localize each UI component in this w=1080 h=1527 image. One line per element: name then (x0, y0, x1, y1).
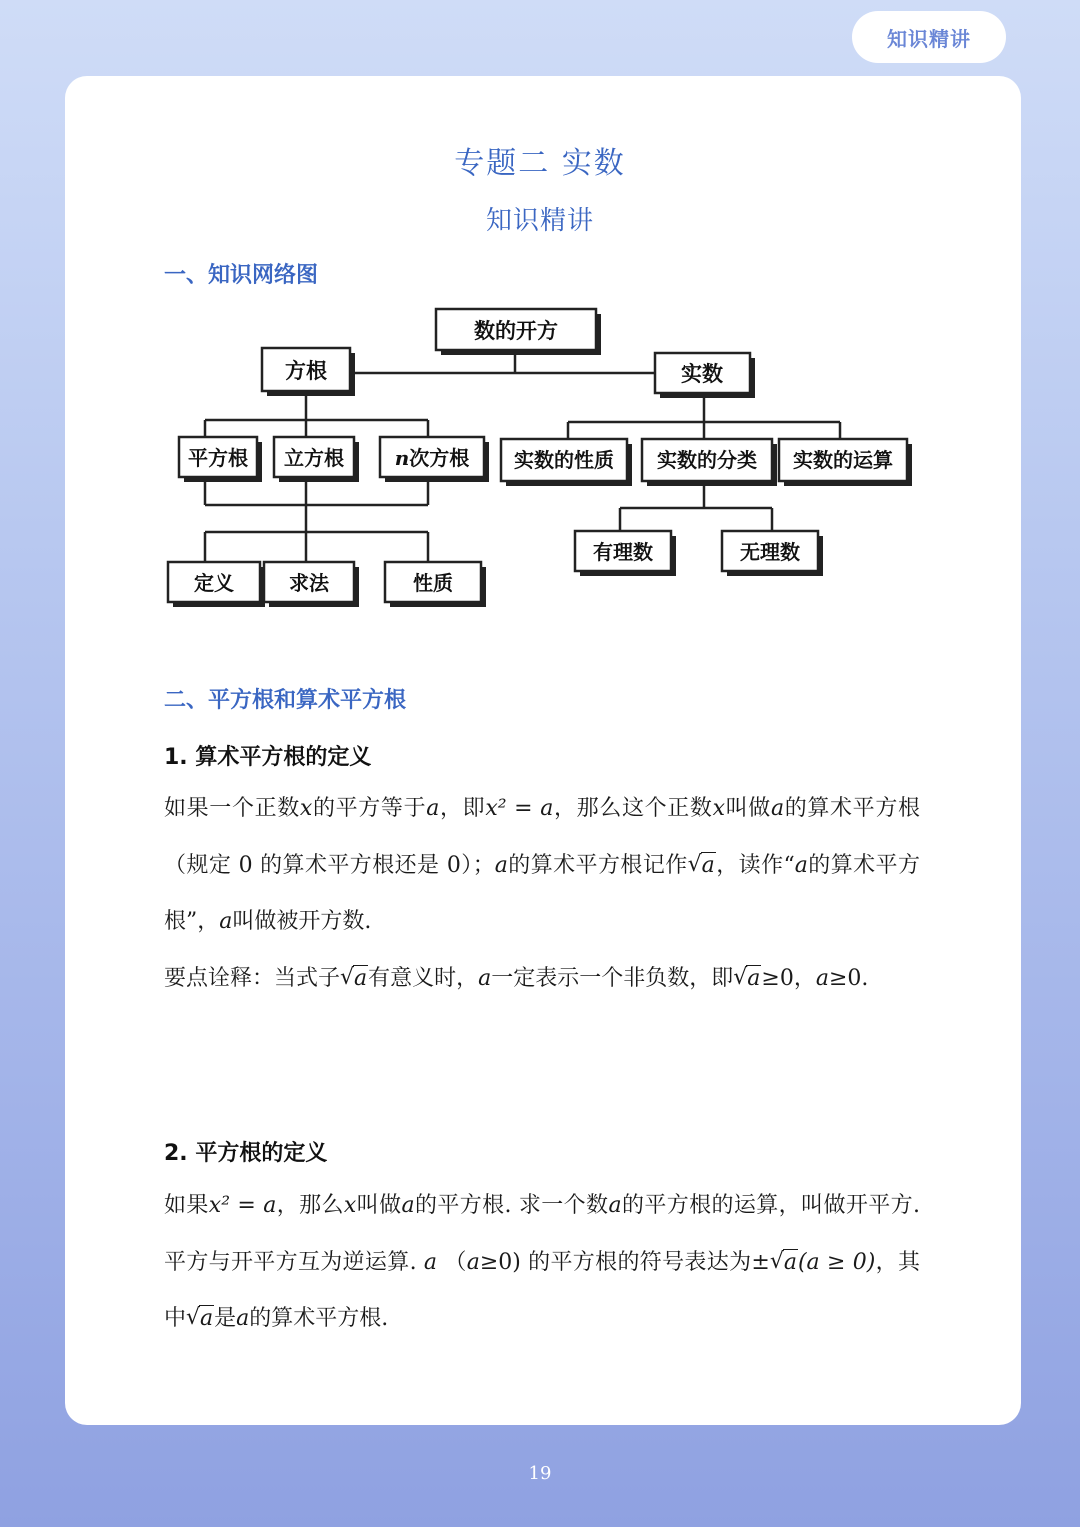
node-lifanggen (274, 437, 356, 479)
section-heading-sqrt: 二、平方根和算术平方根 (164, 688, 407, 713)
subheading-arith-sqrt: 1. 算术平方根的定义 (164, 745, 372, 770)
subheading-sqrt: 2. 平方根的定义 (164, 1141, 328, 1166)
node-fanggen-label: 方根 (285, 358, 327, 383)
paragraph-arith-sqrt-definition: 如果一个正数x的平方等于a，即x² = a，那么这个正数x叫做a的算术平方根（规定 0 的算术平方根还是 0）；a的算术平方根记作√ a，读作“a的算术平方根”，a叫做被开方数. (164, 781, 920, 951)
node-real-operation (779, 439, 909, 483)
node-lifanggen-label: 立方根 (284, 446, 344, 470)
node-root (436, 309, 598, 352)
node-shishu-label: 实数 (681, 361, 723, 386)
paragraph-sqrt-definition: 如果x² = a，那么x叫做a的平方根. 求一个数a的平方根的运算，叫做开平方. 平方与开平方互为逆运算. a （a≥0) 的平方根的符号表达为±√ a(a ≥ 0)，其中√ a是a的算术平方根. (164, 1178, 920, 1348)
node-method (264, 562, 356, 604)
page-subtitle: 知识精讲 (485, 206, 594, 236)
node-rational (575, 531, 673, 573)
node-pingfanggen-label: 平方根 (188, 446, 248, 470)
node-property (385, 562, 483, 604)
node-irrational-label: 无理数 (740, 540, 800, 564)
page-number: 19 (528, 1463, 552, 1484)
node-definition-label: 定义 (194, 571, 234, 595)
knowledge-network-diagram (160, 300, 920, 612)
node-rational-label: 有理数 (593, 540, 653, 564)
diagram-boxes (168, 309, 909, 604)
node-method-label: 求法 (289, 571, 329, 595)
node-ncifanggen (380, 437, 486, 479)
node-pingfanggen (179, 437, 259, 479)
node-real-property-label: 实数的性质 (514, 448, 614, 472)
node-real-classification-label: 实数的分类 (657, 448, 757, 472)
paragraph-key-note: 要点诠释：当式子√ a有意义时，a一定表示一个非负数，即√ a≥0，a≥0. (164, 951, 920, 1008)
section-heading-network: 一、知识网络图 (164, 263, 319, 288)
node-shishu (655, 353, 752, 395)
sqrt-a: √ a (733, 951, 761, 1008)
header-tag: 知识精讲 (852, 11, 1006, 63)
node-root-label: 数的开方 (474, 318, 558, 343)
node-real-property (501, 439, 629, 483)
sqrt-a: √ a (340, 951, 368, 1008)
node-real-operation-label: 实数的运算 (793, 448, 893, 472)
node-irrational (722, 531, 820, 573)
sqrt-a: √ a (186, 1291, 214, 1348)
node-ncifanggen-n: n (394, 446, 410, 470)
sqrt-a: √ a (770, 1235, 798, 1292)
node-ncifanggen-label: 次方根 (409, 446, 470, 470)
node-definition (168, 562, 262, 604)
sqrt-a: √ a (688, 838, 716, 895)
node-property-label: 性质 (413, 571, 453, 595)
svg-text:n次方根 (395, 446, 470, 470)
node-fanggen (262, 348, 352, 393)
page-title: 专题二 实数 (454, 146, 626, 181)
node-real-classification (642, 439, 774, 483)
